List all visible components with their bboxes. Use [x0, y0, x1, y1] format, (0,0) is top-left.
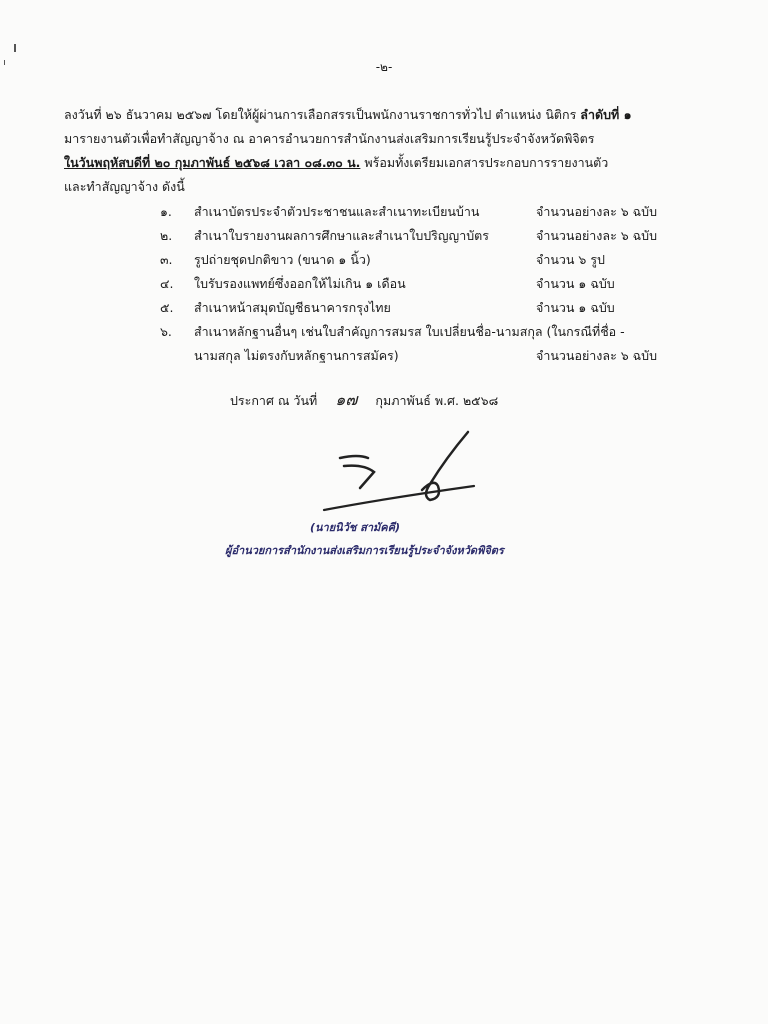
body-paragraph — [64, 103, 714, 199]
list-item: ๓. รูปถ่ายชุดปกติขาว (ขนาด ๑ นิ้ว) จำนวน ๖ รูป — [160, 252, 605, 267]
handwritten-day: ๑๗ — [335, 390, 358, 409]
document-list — [160, 200, 700, 368]
report-date: ในวันพฤหัสบดีที่ ๒๐ กุมภาพันธ์ ๒๕๖๘ เวลา ๐๘.๓๐ น. — [64, 155, 361, 170]
scan-speck — [14, 44, 16, 52]
signer-name: (นายนิวัช สามัคคี) — [310, 521, 401, 534]
list-item: ๖. สำเนาหลักฐานอื่นๆ เช่นใบสำคัญการสมรส ใบเปลี่ยนชื่อ-นามสกุล (ในกรณีที่ชื่อ - — [160, 324, 625, 339]
paragraph-line-4: และทำสัญญาจ้าง ดังนี้ — [64, 179, 185, 194]
rank-label: ลำดับที่ ๑ — [580, 107, 632, 122]
page-number: -๒- — [375, 60, 393, 74]
list-item: ๕. สำเนาหน้าสมุดบัญชีธนาคารกรุงไทย จำนวน ๑ ฉบับ — [160, 300, 615, 315]
paragraph-line-3: ในวันพฤหัสบดีที่ ๒๐ กุมภาพันธ์ ๒๕๖๘ เวลา ๐๘.๓๐ น. พร้อมทั้งเตรียมเอกสารประกอบการรายงานตัว — [64, 155, 609, 170]
paragraph-line-2: มารายงานตัวเพื่อทำสัญญาจ้าง ณ อาคารอำนวยการสำนักงานส่งเสริมการเรียนรู้ประจำจังหวัดพิจิตร — [64, 131, 595, 146]
list-item: ๑. สำเนาบัตรประจำตัวประชาชนและสำเนาทะเบียนบ้าน จำนวนอย่างละ ๖ ฉบับ — [160, 204, 658, 219]
signature-image — [318, 428, 478, 520]
list-item-continuation: นามสกุล ไม่ตรงกับหลักฐานการสมัคร) จำนวนอย่างละ ๖ ฉบับ — [194, 348, 658, 363]
signer-title: ผู้อำนวยการสำนักงานส่งเสริมการเรียนรู้ประจำจังหวัดพิจิตร — [225, 544, 504, 557]
paragraph-line-1: ลงวันที่ ๒๖ ธันวาคม ๒๕๖๗ โดยให้ผู้ผ่านการเลือกสรรเป็นพนักงานราชการทั่วไป ตำแหน่ง นิติกร ลำดับที่ ๑ — [64, 107, 632, 122]
announcement-date: ประกาศ ณ วันที่ ๑๗ กุมภาพันธ์ พ.ศ. ๒๕๖๘ — [230, 388, 498, 413]
list-item: ๒. สำเนาใบรายงานผลการศึกษาและสำเนาใบปริญญาบัตร จำนวนอย่างละ ๖ ฉบับ — [160, 228, 658, 243]
list-item: ๔. ใบรับรองแพทย์ซึ่งออกให้ไม่เกิน ๑ เดือน จำนวน ๑ ฉบับ — [160, 276, 615, 291]
